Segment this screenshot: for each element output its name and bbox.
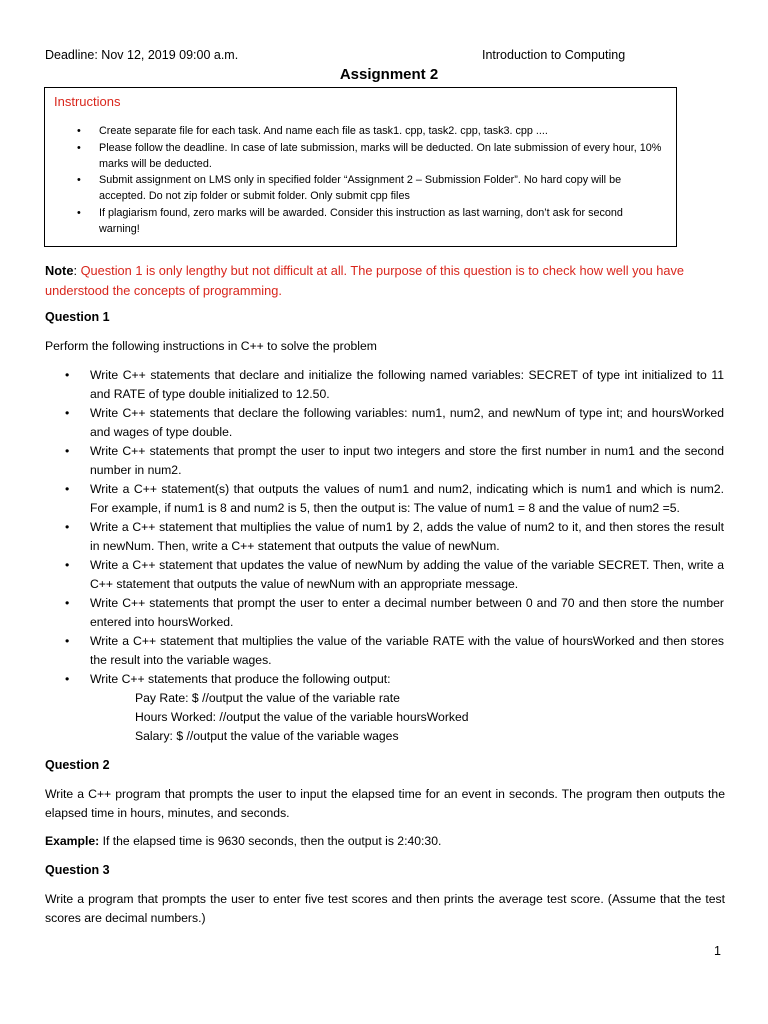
example-text: If the elapsed time is 9630 seconds, then the output is 2:40:30. <box>99 834 442 848</box>
question-1-item: • Write a C++ statement(s) that outputs the values of num1 and num2, indicating which is num1 and which is num2. For example, if num1 is 8 and num2 is 5, then the output is: The value of num1 = 8 and the value of num2 =5. <box>90 480 724 518</box>
question-1-intro: Perform the following instructions in C++ to solve the problem <box>45 339 377 353</box>
question-1-item: Write C++ statements that produce the following output: <box>90 672 391 686</box>
instructions-heading: Instructions <box>54 94 121 109</box>
question-3-heading: Question 3 <box>45 863 110 877</box>
question-1-last-item <box>90 670 724 746</box>
question-3-text: Write a program that prompts the user to enter five test scores and then prints the average test score. (Assume that the test scores are decimal numbers.) <box>45 892 725 925</box>
output-line-pay-rate: Pay Rate: $ //output the value of the variable rate <box>135 691 400 705</box>
question-2-heading: Question 2 <box>45 758 110 772</box>
page-number: 1 <box>714 944 721 958</box>
question-2-example <box>45 832 725 851</box>
question-2-text: Write a C++ program that prompts the user to input the elapsed time for an event in seconds. The program then outputs the elapsed time in hours, minutes, and seconds. <box>45 787 725 820</box>
question-1-item: • Write a C++ statement that updates the value of newNum by adding the value of the variable SECRET. Then, write a C++ statement that outputs the value of newNum with an appropriate message. <box>90 556 724 594</box>
question-1-item: • Write C++ statements that prompt the user to enter a decimal number between 0 and 70 and then store the number entered into hoursWorked. <box>90 594 724 632</box>
question-1-item: • Write C++ statements that declare and initialize the following named variables: SECRET of type int initialized to 11 and RATE of type double initialized to 12.50. <box>90 366 724 404</box>
note-colon: : <box>73 263 81 278</box>
example-label: Example: <box>45 834 100 848</box>
deadline-text: Deadline: Nov 12, 2019 09:00 a.m. <box>45 48 239 62</box>
instruction-item: • Please follow the deadline. In case of late submission, marks will be deducted. On late submission of every hour, 10% marks will be deducted. <box>99 140 664 172</box>
question-1-item: • Write a C++ statement that multiplies the value of num1 by 2, adds the value of num2 to it, and then stores the result in newNum. Then, write a C++ statement that outputs the value of newNum. <box>90 518 724 556</box>
page-title: Assignment 2 <box>339 66 439 83</box>
course-name: Introduction to Computing <box>482 48 626 62</box>
note-text: Question 1 is only lengthy but not difficult at all. The purpose of this question is to check how well you have understood the concepts of programming. <box>45 263 685 298</box>
question-1-item: • Write a C++ statement that multiplies the value of the variable RATE with the value of hoursWorked and then stores the result into the variable wages. <box>90 632 724 670</box>
instruction-item: • If plagiarism found, zero marks will be awarded. Consider this instruction as last warning, don’t ask for second warning! <box>99 205 664 237</box>
instruction-item: • Submit assignment on LMS only in specified folder “Assignment 2 – Submission Folder”. No hard copy will be accepted. Do not zip folder or submit folder. Only submit cpp files <box>99 172 664 204</box>
note-label: Note <box>45 263 74 278</box>
instruction-item: • Create separate file for each task. And name each file as task1. cpp, task2. cpp, task3. cpp .... <box>99 123 664 139</box>
question-1-item: • Write C++ statements that prompt the user to input two integers and store the first number in num1 and the second number in num2. <box>90 442 724 480</box>
question-1-list <box>90 366 724 746</box>
output-line-hours-worked: Hours Worked: //output the value of the variable hoursWorked <box>135 710 469 724</box>
question-1-heading: Question 1 <box>45 310 110 324</box>
question-1-item: • Write C++ statements that declare the following variables: num1, num2, and newNum of type int; and hoursWorked and wages of type double. <box>90 404 724 442</box>
instructions-list <box>99 123 664 237</box>
output-line-salary: Salary: $ //output the value of the variable wages <box>135 729 399 743</box>
instructions-box <box>44 87 677 247</box>
note-paragraph <box>45 261 725 300</box>
